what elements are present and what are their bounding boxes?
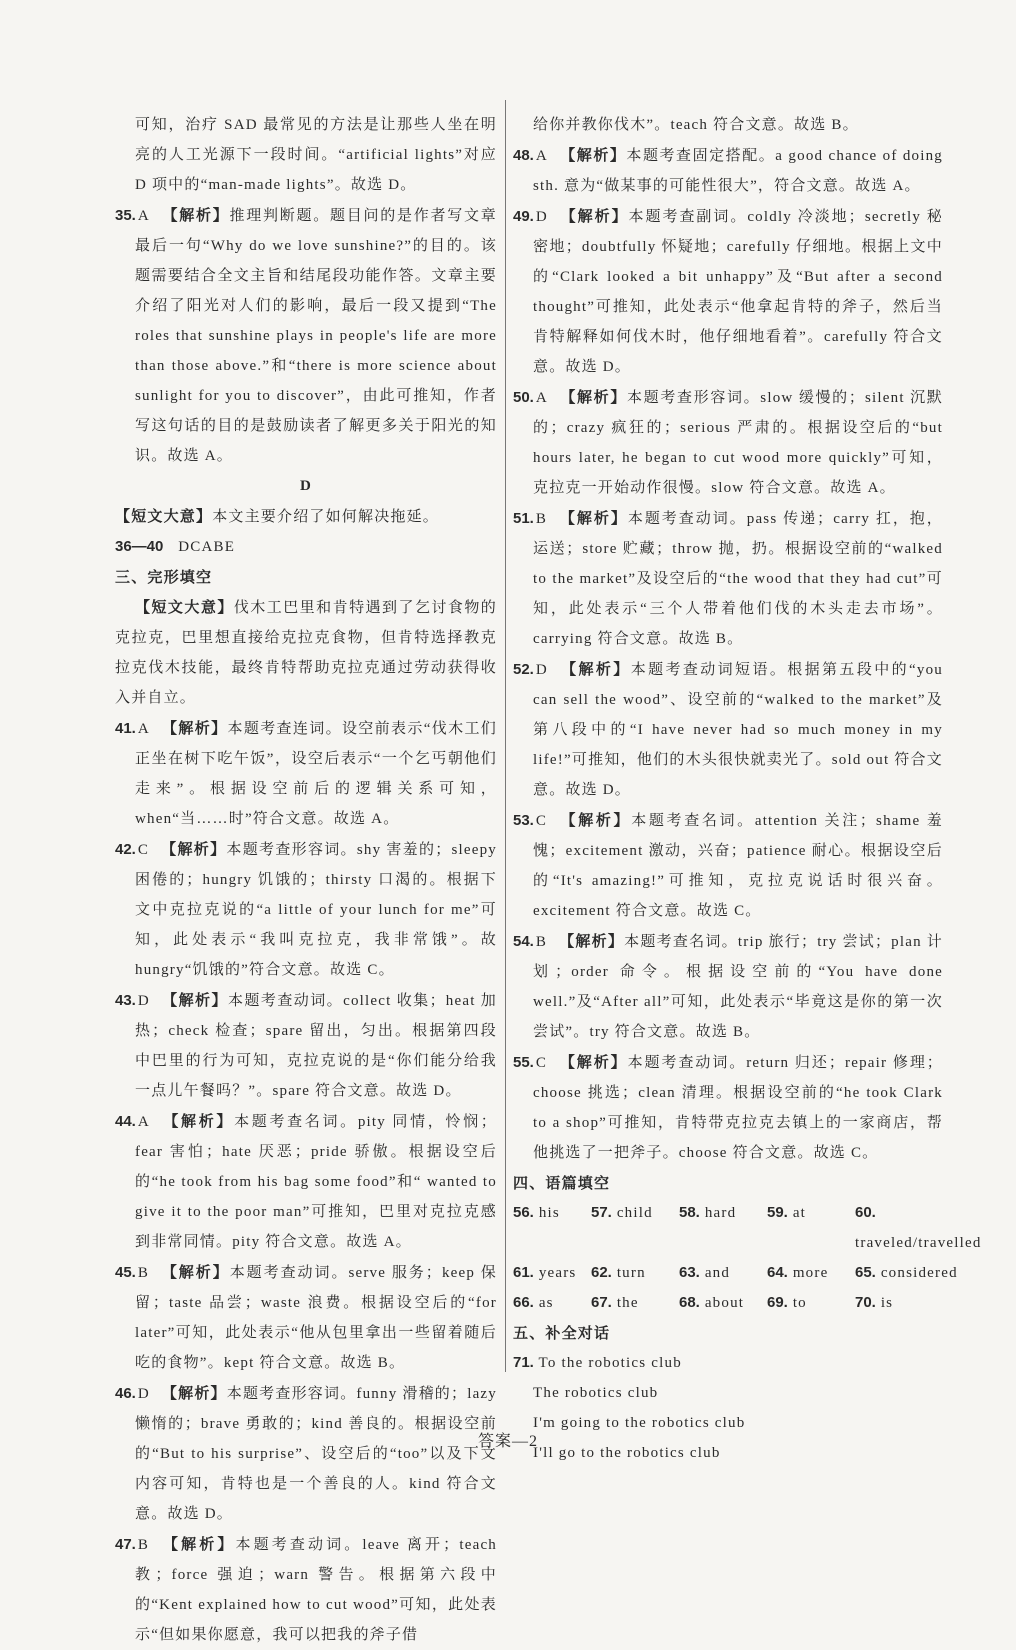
analysis-tag: 【解析】: [161, 1535, 236, 1553]
section-heading-cloze: 三、完形填空: [115, 568, 213, 586]
left-column: [115, 110, 497, 1650]
question-number: 43.: [115, 992, 136, 1009]
explanation-text: 本题考查动词。leave 离开；teach 教；force 强迫；warn 警告。根据第六段中的“Kent explained how to cut wood”可知，此处表示“但如果你愿意，我可以把我的斧子借: [135, 1537, 497, 1643]
answer-item: [513, 503, 943, 654]
answer-item: [513, 805, 943, 926]
question-number: 44.: [115, 1113, 136, 1130]
answer-letter: D: [535, 662, 548, 678]
explanation-text: 本题考查形容词。funny 滑稽的；lazy 懒惰的；brave 勇敢的；kind 善良的。根据设空前的“But to his surprise”、设空后的“too”以及下文内容可知，肯特也是一个善良的人。kind 符合文意。故选 D。: [135, 1386, 497, 1522]
fill-answer: [767, 1288, 855, 1318]
analysis-tag: 【解析】: [559, 388, 628, 406]
question-number: 53.: [513, 812, 534, 829]
fill-answer: [591, 1288, 679, 1318]
question-number: 51.: [513, 510, 534, 527]
dialogue-answer: The robotics club: [533, 1385, 659, 1401]
right-column: [513, 110, 982, 1468]
question-number: 70.: [855, 1294, 876, 1311]
answer-word: to: [792, 1295, 807, 1311]
question-number: 54.: [513, 933, 534, 950]
question-number: 63.: [679, 1264, 700, 1281]
answer-item: [115, 1378, 497, 1529]
answer-item: [513, 201, 943, 382]
question-number: 56.: [513, 1204, 534, 1221]
analysis-tag: 【解析】: [559, 207, 629, 225]
explanation-text: 本题考查动词。collect 收集；heat 加热；check 检查；spare 留出，匀出。根据第四段中巴里的行为可知，克拉克说的是“你们能分给我一点儿午餐吗？”。spare 符合文意。故选 D。: [135, 993, 497, 1099]
answer-item: [513, 140, 943, 201]
dialogue-answer: I'm going to the robotics club: [533, 1415, 746, 1431]
question-number: 64.: [767, 1264, 788, 1281]
answer-word: child: [616, 1205, 653, 1221]
question-number: 48.: [513, 147, 534, 164]
explanation-text: 推理判断题。题目问的是作者写文章最后一句“Why do we love sunshine?”的目的。该题需要结合全文主旨和结尾段功能作答。文章主要介绍了阳光对人们的影响，最后一段又提到“The roles that sunshine plays in people's life are more than those above.”和“there is more science about sunlight for you to discover”，由此可推知，作者写这句话的目的是鼓励读者了解更多关于阳光的知识。故选 A。: [135, 208, 497, 464]
section-heading-text-fill: 四、语篇填空: [513, 1174, 611, 1192]
answer-item: [513, 382, 943, 503]
answer-word: as: [538, 1295, 554, 1311]
explanation-text: 本题考查名词。trip 旅行；try 尝试；plan 计划；order 命令。根据设空前的“You have done well.”及“After all”可知，此处表示“毕竟这是你的第一次尝试”。try 符合文意。故选 B。: [533, 934, 944, 1040]
question-number: 61.: [513, 1264, 534, 1281]
dialogue-answer: To the robotics club: [538, 1355, 682, 1371]
answer-letter: D: [137, 1386, 150, 1402]
question-number: 59.: [767, 1204, 788, 1221]
answer-letter: C: [137, 842, 150, 858]
fill-answer: [679, 1198, 767, 1258]
fill-answer: [767, 1258, 855, 1288]
answer-word: traveled/travelled: [855, 1235, 982, 1251]
page-footer: 答案—2: [477, 1433, 538, 1450]
fill-answer: [513, 1198, 591, 1258]
dialogue-answer: I'll go to the robotics club: [533, 1445, 721, 1461]
column-divider: [505, 100, 506, 1372]
right-answer-list: [513, 140, 943, 1168]
question-number: 50.: [513, 389, 534, 406]
answer-item: [115, 834, 497, 985]
question-number: 41.: [115, 720, 136, 737]
answer-item: [513, 926, 943, 1047]
fill-answer: [855, 1198, 982, 1258]
answer-word: and: [704, 1265, 731, 1281]
explanation-text: 本题考查动词短语。根据第五段中的“you can sell the wood”、设空前的“walked to the market”及第八段中的“I have never had so much money in my life!”可推知，他们的木头很快就卖光了。sold out 符合文意。故选 D。: [533, 662, 943, 798]
answer-letter: A: [137, 721, 150, 737]
summary-text: 本文主要介绍了如何解决拖延。: [212, 509, 440, 525]
answer-letter: A: [137, 208, 150, 224]
question-number: 60.: [855, 1204, 876, 1221]
fill-answer: [679, 1288, 767, 1318]
analysis-tag: 【解析】: [559, 146, 627, 164]
answer-letter: B: [535, 511, 548, 527]
analysis-tag: 【解析】: [559, 811, 632, 829]
answer-letter: A: [535, 390, 548, 406]
answer-item: [513, 1047, 943, 1168]
answer-word: more: [792, 1265, 829, 1281]
answer-item: [115, 985, 497, 1106]
answer-word: his: [538, 1205, 560, 1221]
answer-letter: A: [137, 1114, 150, 1130]
fill-answer: [513, 1258, 591, 1288]
fill-answer: [591, 1258, 679, 1288]
passage-heading: D: [299, 478, 313, 494]
analysis-tag: 【解析】: [161, 840, 227, 858]
answer-word: about: [704, 1295, 745, 1311]
analysis-tag: 【解析】: [559, 660, 631, 678]
analysis-tag: 【解析】: [161, 719, 228, 737]
analysis-tag: 【解析】: [559, 932, 625, 950]
analysis-tag: 【解析】: [559, 1053, 628, 1071]
answer-word: turn: [616, 1265, 646, 1281]
question-number: 57.: [591, 1204, 612, 1221]
question-number: 66.: [513, 1294, 534, 1311]
answer-item: [115, 1106, 497, 1257]
answer-word: considered: [880, 1265, 958, 1281]
question-number: 58.: [679, 1204, 700, 1221]
question-number: 47.: [115, 1536, 136, 1553]
fill-answer: [855, 1258, 982, 1288]
question-number: 69.: [767, 1294, 788, 1311]
answer-letters: DCABE: [178, 539, 236, 555]
analysis-tag: 【解析】: [161, 1263, 230, 1281]
answer-letter: B: [137, 1537, 150, 1553]
explanation-text: 本题考查动词。pass 传递；carry 扛，抱，运送；store 贮藏；throw 抛，扔。根据设空前的“walked to the market”及设空后的“the wood that they had cut”可知，此处表示“三个人带着他们伐的木头走去市场”。carrying 符合文意。故选 B。: [533, 511, 943, 647]
explanation-text: 本题考查形容词。slow 缓慢的；silent 沉默的；crazy 疯狂的；serious 严肃的。根据设空后的“but hours later, he began to cut wood more quickly”可知，克拉克一开始动作很慢。slow 符合文意。故选 A。: [533, 390, 943, 496]
answer-item: [513, 654, 943, 805]
summary-tag: 【短文大意】: [115, 507, 213, 525]
answer-letter: C: [535, 1055, 548, 1071]
question-number: 52.: [513, 661, 534, 678]
answer-letter: C: [535, 813, 548, 829]
analysis-tag: 【解析】: [161, 206, 230, 224]
question-number: 55.: [513, 1054, 534, 1071]
answer-item-35: [115, 200, 497, 471]
question-number: 68.: [679, 1294, 700, 1311]
explanation-text: 本题考查动词。serve 服务；keep 保留；taste 品尝；waste 浪费。根据设空后的“for later”可知，此处表示“他从包里拿出一些留着随后吃的食物”。kept 符合文意。故选 B。: [135, 1265, 497, 1371]
answer-range-36-40: [115, 532, 497, 562]
question-number: 42.: [115, 841, 136, 858]
question-number: 67.: [591, 1294, 612, 1311]
analysis-tag: 【解析】: [161, 991, 228, 1009]
answer-word: the: [616, 1295, 639, 1311]
fill-answers-grid: [513, 1198, 982, 1318]
section-heading-dialogue: 五、补全对话: [513, 1324, 611, 1342]
answer-word: is: [880, 1295, 894, 1311]
answer-word: hard: [704, 1205, 737, 1221]
question-number: 65.: [855, 1264, 876, 1281]
question-number: 45.: [115, 1264, 136, 1281]
fill-answer: [513, 1288, 591, 1318]
passage-summary: [115, 501, 497, 532]
answer-letter: B: [137, 1265, 150, 1281]
summary-tag: 【短文大意】: [135, 598, 234, 616]
explanation-text: 本题考查名词。attention 关注；shame 羞愧；excitement 激动，兴奋；patience 耐心。根据设空后的“It's amazing!”可推知，克拉克说话时很兴奋。excitement 符合文意。故选 C。: [533, 813, 943, 919]
explanation-text: 本题考查副词。coldly 冷淡地；secretly 秘密地；doubtfully 怀疑地；carefully 仔细地。根据上文中的“Clark looked a bit unhappy”及“But after a second thought”可推知，此处表示“他拿起肯特的斧子，然后当肯特解释如何伐木时，他仔细地看着”。carefully 符合文意。故选 D。: [533, 209, 943, 375]
analysis-tag: 【解析】: [161, 1384, 227, 1402]
answer-item: [115, 713, 497, 834]
explanation-text: 本题考查形容词。shy 害羞的；sleepy 困倦的；hungry 饥饿的；thirsty 口渴的。根据下文中克拉克说的“a little of your lunch for me”可知，此处表示“我叫克拉克，我非常饿”。故 hungry“饥饿的”符合文意。故选 C。: [135, 842, 497, 978]
question-number: 71.: [513, 1354, 534, 1371]
answer-letter: D: [535, 209, 548, 225]
analysis-tag: 【解析】: [559, 509, 628, 527]
left-answer-list: [115, 713, 497, 1650]
continued-explanation: 给你并教你伐木”。teach 符合文意。故选 B。: [533, 117, 859, 133]
explanation-text: 本题考查名词。pity 同情，怜悯；fear 害怕；hate 厌恶；pride 骄傲。根据设空后的“he took from his bag some food”和“ wanted to give it to the poor man”可推知，巴里对克拉克感到非常同情。pity 符合文意。故选 A。: [135, 1114, 497, 1250]
answer-word: years: [538, 1265, 577, 1281]
explanation-text: 本题考查动词。return 归还；repair 修理；choose 挑选；clean 清理。根据设空前的“he took Clark to a shop”可推知，肯特带克拉克去镇上的一家商店，帮他挑选了一把斧子。choose 符合文意。故选 C。: [533, 1055, 943, 1161]
question-number: 62.: [591, 1264, 612, 1281]
answer-letter: A: [535, 148, 548, 164]
question-number: 35.: [115, 207, 136, 224]
fill-answer: [591, 1198, 679, 1258]
explanation-text: 本题考查固定搭配。a good chance of doing sth. 意为“做某事的可能性很大”，符合文意。故选 A。: [533, 148, 943, 194]
summary-text: 伐木工巴里和肯特遇到了乞讨食物的克拉克，巴里想直接给克拉克食物，但肯特选择教克拉克伐木技能，最终肯特帮助克拉克通过劳动获得收入并自立。: [115, 600, 498, 706]
continued-explanation: 可知，治疗 SAD 最常见的方法是让那些人坐在明亮的人工光源下一段时间。“artificial lights”对应 D 项中的“man-made lights”。故选 D。: [135, 117, 497, 193]
answer-word: at: [792, 1205, 807, 1221]
question-range: 36—40: [115, 538, 164, 555]
analysis-tag: 【解析】: [161, 1112, 235, 1130]
question-number: 49.: [513, 208, 534, 225]
fill-answer: [855, 1288, 982, 1318]
answer-item: [115, 1529, 497, 1650]
fill-answer: [679, 1258, 767, 1288]
cloze-summary: [115, 592, 497, 713]
explanation-text: 本题考查连词。设空前表示“伐木工们正坐在树下吃午饭”，设空后表示“一个乞丐朝他们走来”。根据设空前后的逻辑关系可知，when“当……时”符合文意。故选 A。: [135, 721, 497, 827]
question-number: 46.: [115, 1385, 136, 1402]
answer-item: [115, 1257, 497, 1378]
answer-letter: B: [535, 934, 548, 950]
fill-answer: [767, 1198, 855, 1258]
answer-letter: D: [137, 993, 150, 1009]
